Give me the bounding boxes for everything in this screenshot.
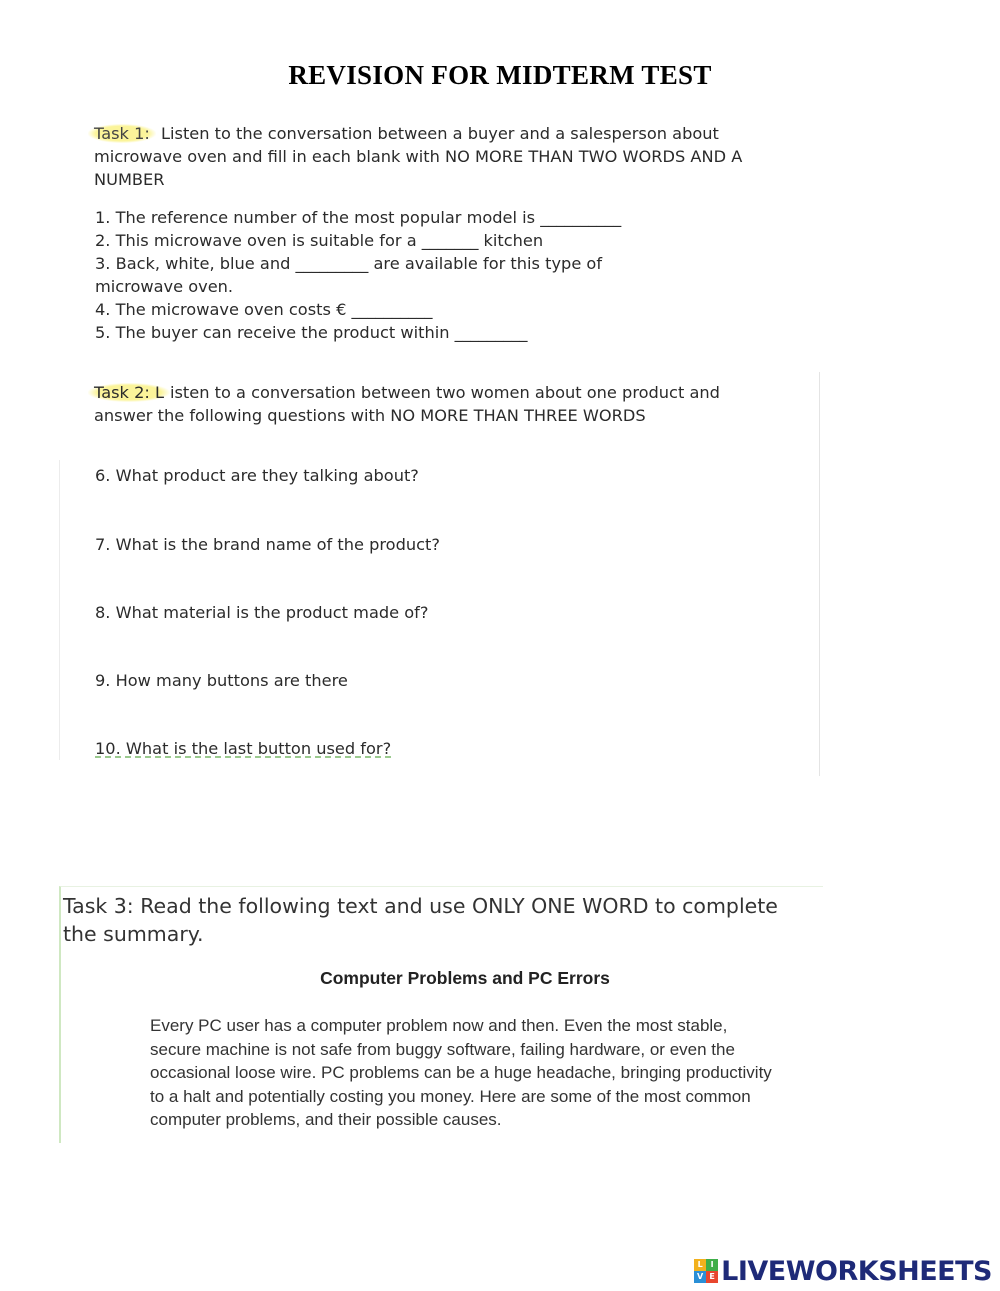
task1-item-text: 2. This microwave oven is suitable for a _______ kitchen — [95, 231, 544, 250]
liveworksheets-logo-text: LIVEWORKSHEETS — [721, 1255, 992, 1287]
task2-instruction-text: isten to a conversation between two women about one product and answer the following questions with NO MORE THAN THREE WORDS — [94, 383, 720, 425]
page-title: REVISION FOR MIDTERM TEST — [288, 60, 712, 90]
task1-item: microwave oven. — [95, 277, 234, 296]
frame-divider — [59, 460, 60, 760]
logo-tile: V — [694, 1271, 706, 1283]
logo-tile: E — [706, 1271, 718, 1283]
task1-item: 5. The buyer can receive the product within _________ — [95, 323, 528, 342]
task1-item — [95, 229, 775, 252]
task1-label: Task 1: — [88, 124, 156, 143]
task2-frame — [59, 372, 820, 776]
liveworksheets-logo — [694, 1254, 992, 1288]
task1-item: 4. The microwave oven costs € __________ — [95, 300, 433, 319]
task2-label: Task 2: L — [88, 383, 170, 402]
logo-tile: I — [706, 1259, 718, 1271]
task2-question: 10. What is the last button used for? — [95, 739, 392, 758]
task1-instruction — [94, 122, 774, 191]
task2-instruction — [94, 381, 774, 427]
task1-item: 1. The reference number of the most popular model is __________ — [95, 208, 622, 227]
task2-question: 6. What product are they talking about? — [95, 466, 419, 485]
task3-instruction: Task 3: Read the following text and use ONLY ONE WORD to complete the summary. — [63, 894, 778, 946]
passage-text: Every PC user has a computer problem now and then. Even the most stable, secure machine is not safe from buggy software, failing hardware, or even the occasional loose wire. PC problems can be a huge headache, bringing productivity to a halt and potentially costing you money. Here are some of the most common computer problems, and their possible causes. — [150, 1016, 772, 1129]
task1-instruction-text: Listen to the conversation between a buyer and a salesperson about microwave oven and fill in each blank with NO MORE THAN TWO WORDS AND A NUMBER — [94, 124, 743, 189]
task2-question: 9. How many buttons are there — [95, 671, 348, 690]
task2-question: 7. What is the brand name of the product? — [95, 535, 440, 554]
task1-item: 3. Back, white, blue and _________ are available for this type of — [95, 254, 603, 273]
logo-tile: L — [694, 1259, 706, 1271]
task1-items — [95, 206, 775, 344]
liveworksheets-logo-icon — [694, 1259, 718, 1283]
passage-title: Computer Problems and PC Errors — [320, 968, 610, 988]
task2-question: 8. What material is the product made of? — [95, 603, 429, 622]
